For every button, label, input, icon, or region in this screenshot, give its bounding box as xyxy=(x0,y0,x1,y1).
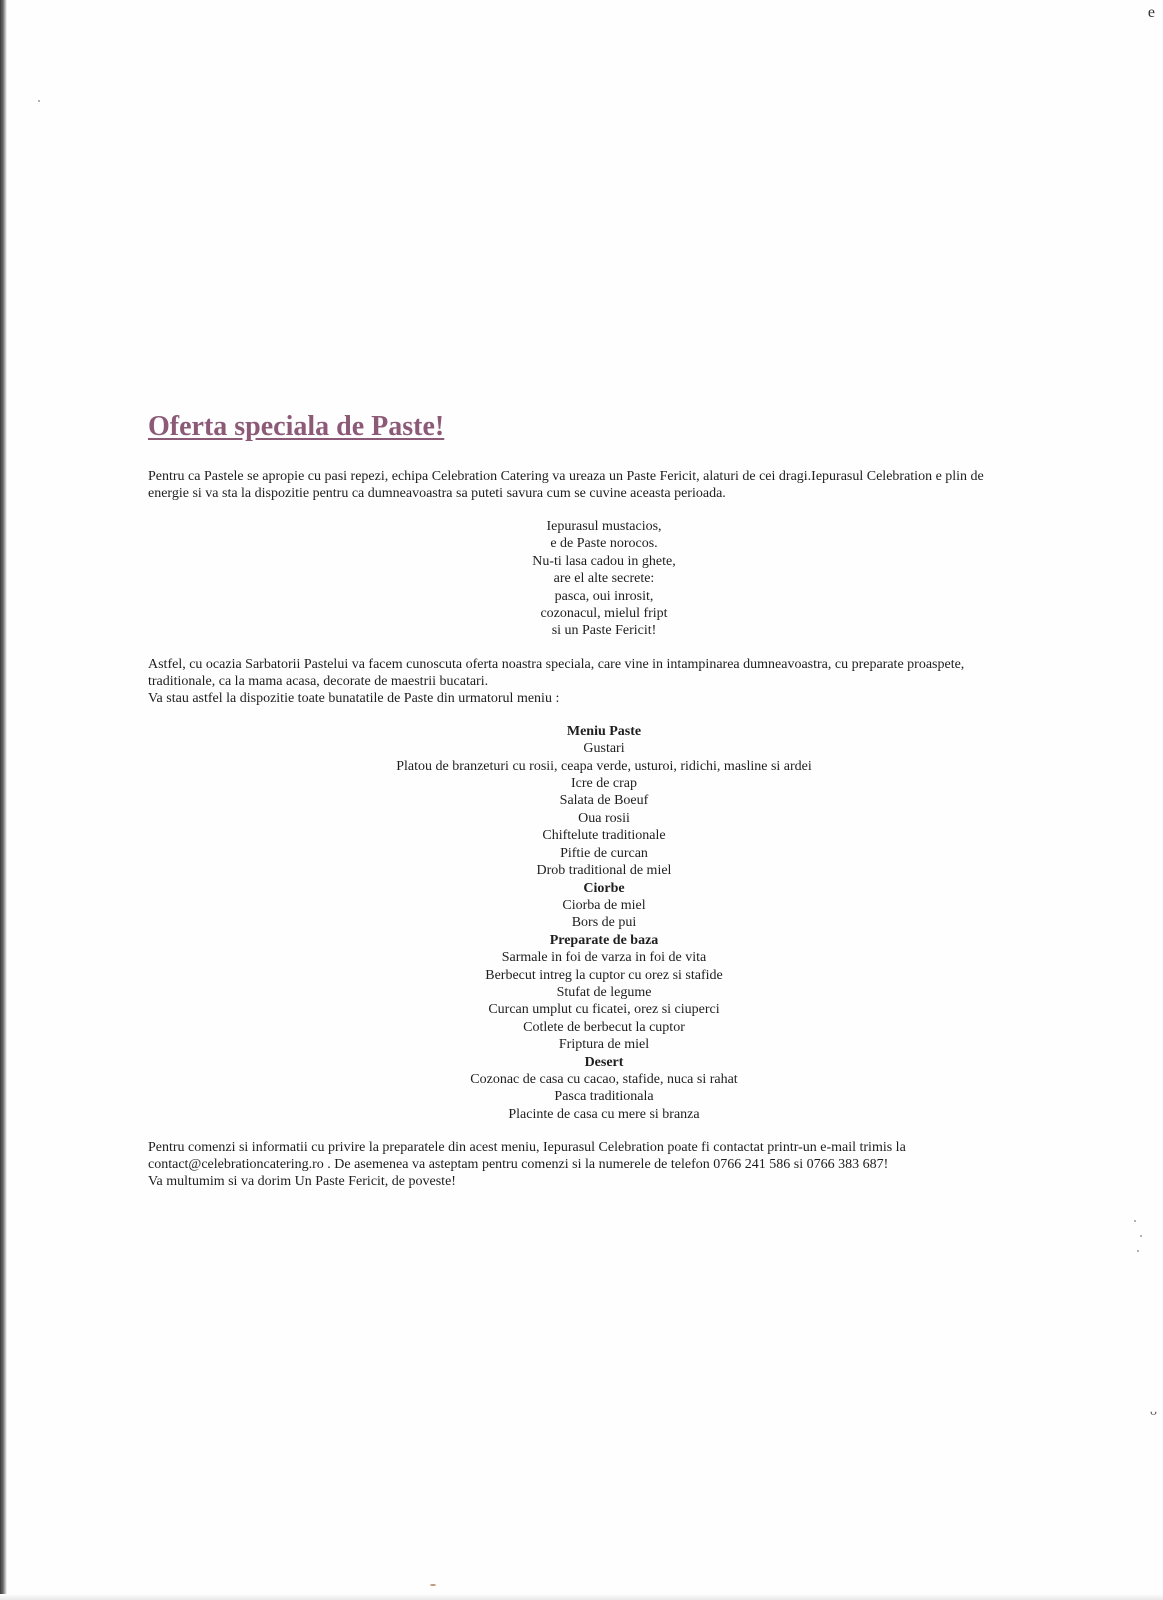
offer-paragraph xyxy=(148,656,1060,707)
contact-line: contact@celebrationcatering.ro . De asemenea va asteptam pentru comenzi si la numerele de telefon 0766 241 586 si 0766 383 687! xyxy=(148,1157,889,1173)
scan-edge-left xyxy=(0,0,7,1600)
page-title: Oferta speciala de Paste! xyxy=(148,411,445,442)
closing-line: Va multumim si va dorim Un Paste Fericit, de poveste! xyxy=(148,1174,456,1190)
poem-line: si un Paste Fericit! xyxy=(551,623,657,639)
closing-line: Pentru comenzi si informatii cu privire la preparatele din acest meniu, Iepurasul Celebration poate fi contactat printr-un e-mail trimis la xyxy=(148,1140,906,1156)
menu-item: Bors de pui xyxy=(571,915,637,931)
menu-item: Oua rosii xyxy=(578,810,630,826)
offer-line: Va stau astfel la dispozitie toate bunatatile de Paste din urmatorul meniu : xyxy=(148,690,560,706)
offer-line: traditionale, ca la mama acasa, decorate de maestrii bucatari. xyxy=(148,673,489,689)
menu-item: Icre de crap xyxy=(570,776,638,792)
menu-item: Cotlete de berbecut la cuptor xyxy=(523,1019,685,1035)
poem-line: Iepurasul mustacios, xyxy=(546,519,662,534)
poem-line: Nu-ti lasa cadou in ghete, xyxy=(532,553,676,569)
menu-item: Gustari xyxy=(583,741,625,757)
menu-item: Pasca traditionala xyxy=(554,1089,654,1105)
menu-item: Platou de branzeturi cu rosii, ceapa verde, usturoi, ridichi, masline si ardei xyxy=(396,758,812,774)
menu-section-heading: Preparate de baza xyxy=(549,932,659,948)
menu-item: Sarmale in foi de varza in foi de vita xyxy=(501,950,707,966)
scan-side-mark: ᴗ xyxy=(1150,1404,1157,1419)
poem-line: pasca, oui inrosit, xyxy=(554,588,654,604)
scan-corner-mark: e xyxy=(1147,4,1155,21)
scan-edge-bottom xyxy=(0,1594,1163,1600)
menu-item: Placinte de casa cu mere si branza xyxy=(508,1106,700,1122)
intro-line: energie si va sta la dispozitie pentru ca dumneavoastra sa puteti savura cum se cuvine aceasta perioada. xyxy=(148,486,726,501)
menu-item: Curcan umplut cu ficatei, orez si ciuperci xyxy=(488,1002,720,1018)
document-body xyxy=(148,410,1060,1190)
menu-item: Salata de Boeuf xyxy=(559,793,649,809)
intro-paragraph xyxy=(148,468,1060,502)
poem-line: are el alte secrete: xyxy=(553,571,655,587)
menu-item: Cozonac de casa cu cacao, stafide, nuca si rahat xyxy=(470,1071,738,1087)
scan-speck xyxy=(38,100,40,102)
menu-item: Chiftelute traditionale xyxy=(542,828,666,844)
scan-speck xyxy=(430,1584,436,1586)
menu-item: Drob traditional de miel xyxy=(536,863,672,879)
menu-section-heading: Meniu Paste xyxy=(566,723,642,739)
closing-paragraph xyxy=(148,1139,1060,1190)
menu-section-heading: Desert xyxy=(584,1054,624,1070)
poem xyxy=(148,518,1060,640)
offer-line: Astfel, cu ocazia Sarbatorii Pastelui va facem cunoscuta oferta noastra speciala, care vine in intampinarea dumneavoastra, cu preparate proaspete, xyxy=(148,656,965,672)
menu-item: Friptura de miel xyxy=(558,1037,650,1053)
menu-item: Ciorba de miel xyxy=(562,897,646,913)
intro-line: Pentru ca Pastele se apropie cu pasi repezi, echipa Celebration Catering va ureaza un Paste Fericit, alaturi de cei dragi.Iepurasul Celebration e plin de xyxy=(148,469,984,484)
poem-line: e de Paste norocos. xyxy=(550,536,658,552)
poem-line: cozonacul, mielul fript xyxy=(540,606,668,622)
menu-list xyxy=(148,723,1060,1123)
scan-speck xyxy=(1137,1250,1139,1252)
menu-item: Stufat de legume xyxy=(556,984,652,1000)
menu-item: Berbecut intreg la cuptor cu orez si stafide xyxy=(485,967,723,983)
menu-item: Piftie de curcan xyxy=(560,845,648,861)
scan-speck xyxy=(1140,1235,1142,1237)
scan-speck xyxy=(1134,1220,1136,1222)
menu-section-heading: Ciorbe xyxy=(583,880,625,896)
